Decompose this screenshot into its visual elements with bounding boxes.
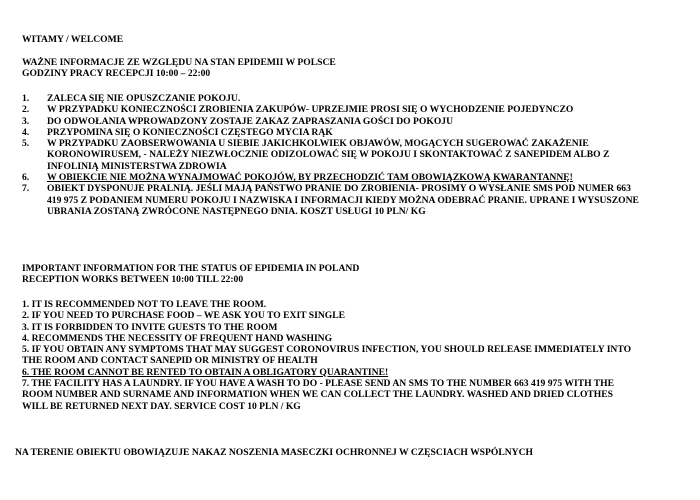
polish-rule-line: DO ODWOŁANIA WPROWADZONY ZOSTAJE ZAKAZ ZAPRASZANIA GOŚCI DO POKOJU bbox=[47, 115, 454, 127]
english-rule-line: 3. IT IS FORBIDDEN TO INVITE GUESTS TO THE ROOM bbox=[22, 321, 278, 333]
polish-rule-number: 3. bbox=[22, 115, 30, 127]
polish-rule-item bbox=[22, 183, 690, 217]
english-rule-line: 5. IF YOU OBTAIN ANY SYMPTOMS THAT MAY SUGGEST CORONOVIRUS INFECTION, YOU SHOULD RELEASE IMMEDIATELY INTO bbox=[22, 344, 632, 356]
polish-rule-number: 6. bbox=[22, 172, 30, 184]
polish-rule-item bbox=[22, 104, 690, 115]
polish-rule-line: OBIEKT DYSPONUJE PRALNIĄ. JEŚLI MAJĄ PAŃSTWO PRANIE DO ZROBIENIA- PROSIMY O WYSŁANIE SMS POD NUMER 663 bbox=[47, 183, 631, 195]
polish-rule-number: 5. bbox=[22, 138, 30, 150]
polish-heading: WAŻNE INFORMACJE ZE WZGLĘDU NA STAN EPIDEMII W POLSCE bbox=[22, 57, 336, 68]
polish-rule-number: 2. bbox=[22, 104, 30, 116]
footer-text: NA TERENIE OBIEKTU OBOWIĄZUJE NAKAZ NOSZENIA MASECZKI OCHRONNEJ W CZĘSCIACH WSPÓLNYCH bbox=[15, 447, 533, 458]
english-rule-line: 7. THE FACILITY HAS A LAUNDRY. IF YOU HAVE A WASH TO DO - PLEASE SEND AN SMS TO THE NUMBER 663 419 975 WITH THE bbox=[22, 378, 615, 390]
polish-rule-item bbox=[22, 138, 690, 172]
polish-rule-number: 7. bbox=[22, 183, 30, 195]
english-rule-item bbox=[22, 310, 690, 321]
welcome-text: WITAMY / WELCOME bbox=[22, 34, 124, 45]
english-rules-list bbox=[22, 299, 690, 412]
polish-rule-line: ZALECA SIĘ NIE OPUSZCZANIE POKOJU. bbox=[47, 93, 241, 104]
english-rule-item bbox=[22, 299, 690, 310]
english-rule-line: 1. IT IS RECOMMENDED NOT TO LEAVE THE ROOM. bbox=[22, 299, 267, 310]
english-section-header bbox=[22, 263, 690, 286]
polish-rule-line: 419 975 Z PODANIEM NUMERU POKOJU I NAZWISKA I INFORMACJI KIEDY MOŻNA ODEBRAĆ PRANIE. UPRANE I WYSUSZONE bbox=[47, 194, 639, 206]
english-rule-line: WILL BE RETURNED NEXT DAY. SERVICE COST 10 PLN / KG bbox=[22, 400, 301, 412]
english-rule-item bbox=[22, 333, 690, 344]
polish-reception-hours: GODZINY PRACY RECEPCJI 10:00 – 22:00 bbox=[22, 68, 211, 80]
mask-requirement-footer bbox=[15, 447, 683, 458]
english-rule-line: ROOM NUMBER AND SURNAME AND INFORMATION WHEN WE CAN COLLECT THE LAUNDRY. WASHED AND DRIED CLOTHES bbox=[22, 389, 614, 401]
english-heading: IMPORTANT INFORMATION FOR THE STATUS OF EPIDEMIA IN POLAND bbox=[22, 263, 360, 274]
polish-section-header bbox=[22, 57, 690, 80]
english-rule-item bbox=[22, 344, 690, 367]
polish-rule-line: W PRZYPADKU ZAOBSERWOWANIA U SIEBIE JAKICHKOLWIEK OBJAWÓW, MOGĄCYCH SUGEROWAĆ ZAKAŻENIE bbox=[47, 138, 589, 150]
polish-rule-item bbox=[22, 93, 690, 104]
polish-rule-item bbox=[22, 127, 690, 138]
polish-rule-line: UBRANIA ZOSTANĄ ZWRÓCONE NASTĘPNEGO DNIA. KOSZT USŁUGI 10 PLN/ KG bbox=[47, 205, 426, 217]
english-rule-line: 4. RECOMMENDS THE NECESSITY OF FREQUENT HAND WASHING bbox=[22, 332, 333, 344]
english-rule-item bbox=[22, 367, 690, 378]
polish-rule-line: INFOLINIĄ MINISTERSTWA ZDROWIA bbox=[47, 160, 227, 172]
polish-rule-item bbox=[22, 116, 690, 127]
english-rule-line: 2. IF YOU NEED TO PURCHASE FOOD – WE ASK YOU TO EXIT SINGLE bbox=[22, 310, 346, 322]
english-rule-item bbox=[22, 378, 690, 412]
english-reception-hours: RECEPTION WORKS BETWEEN 10:00 TILL 22:00 bbox=[22, 274, 244, 286]
polish-rule-line: W PRZYPADKU KONIECZNOŚCI ZROBIENIA ZAKUPÓW- UPRZEJMIE PROSI SIĘ O WYCHODZENIE POJEDYNCZO bbox=[47, 104, 574, 116]
polish-rule-item bbox=[22, 172, 690, 183]
polish-rule-number: 4. bbox=[22, 126, 30, 138]
english-rule-line: 6. THE ROOM CANNOT BE RENTED TO OBTAIN A OBLIGATORY QUARANTINE! bbox=[22, 366, 389, 378]
english-rule-item bbox=[22, 322, 690, 333]
polish-rule-line: PRZYPOMINA SIĘ O KONIECZNOŚCI CZĘSTEGO MYCIA RĄK bbox=[47, 126, 333, 138]
polish-rule-line: KORONOWIRUSEM, - NALEŻY NIEZWŁOCZNIE ODIZOLOWAĆ SIĘ W POKOJU I SKONTAKTOWAĆ Z SANEPIDEM ALBO Z bbox=[47, 149, 610, 161]
english-rule-line: THE ROOM AND CONTACT SANEPID OR MINISTRY OF HEALTH bbox=[22, 355, 318, 367]
polish-rules-list bbox=[22, 93, 690, 217]
polish-rule-line: W OBIEKCIE NIE MOŻNA WYNAJMOWAĆ POKOJÓW, BY PRZECHODZIĆ TAM OBOWIĄZKOWĄ KWARANTANNĘ! bbox=[47, 172, 573, 184]
polish-rule-number: 1. bbox=[22, 93, 30, 104]
welcome-heading bbox=[22, 34, 690, 45]
